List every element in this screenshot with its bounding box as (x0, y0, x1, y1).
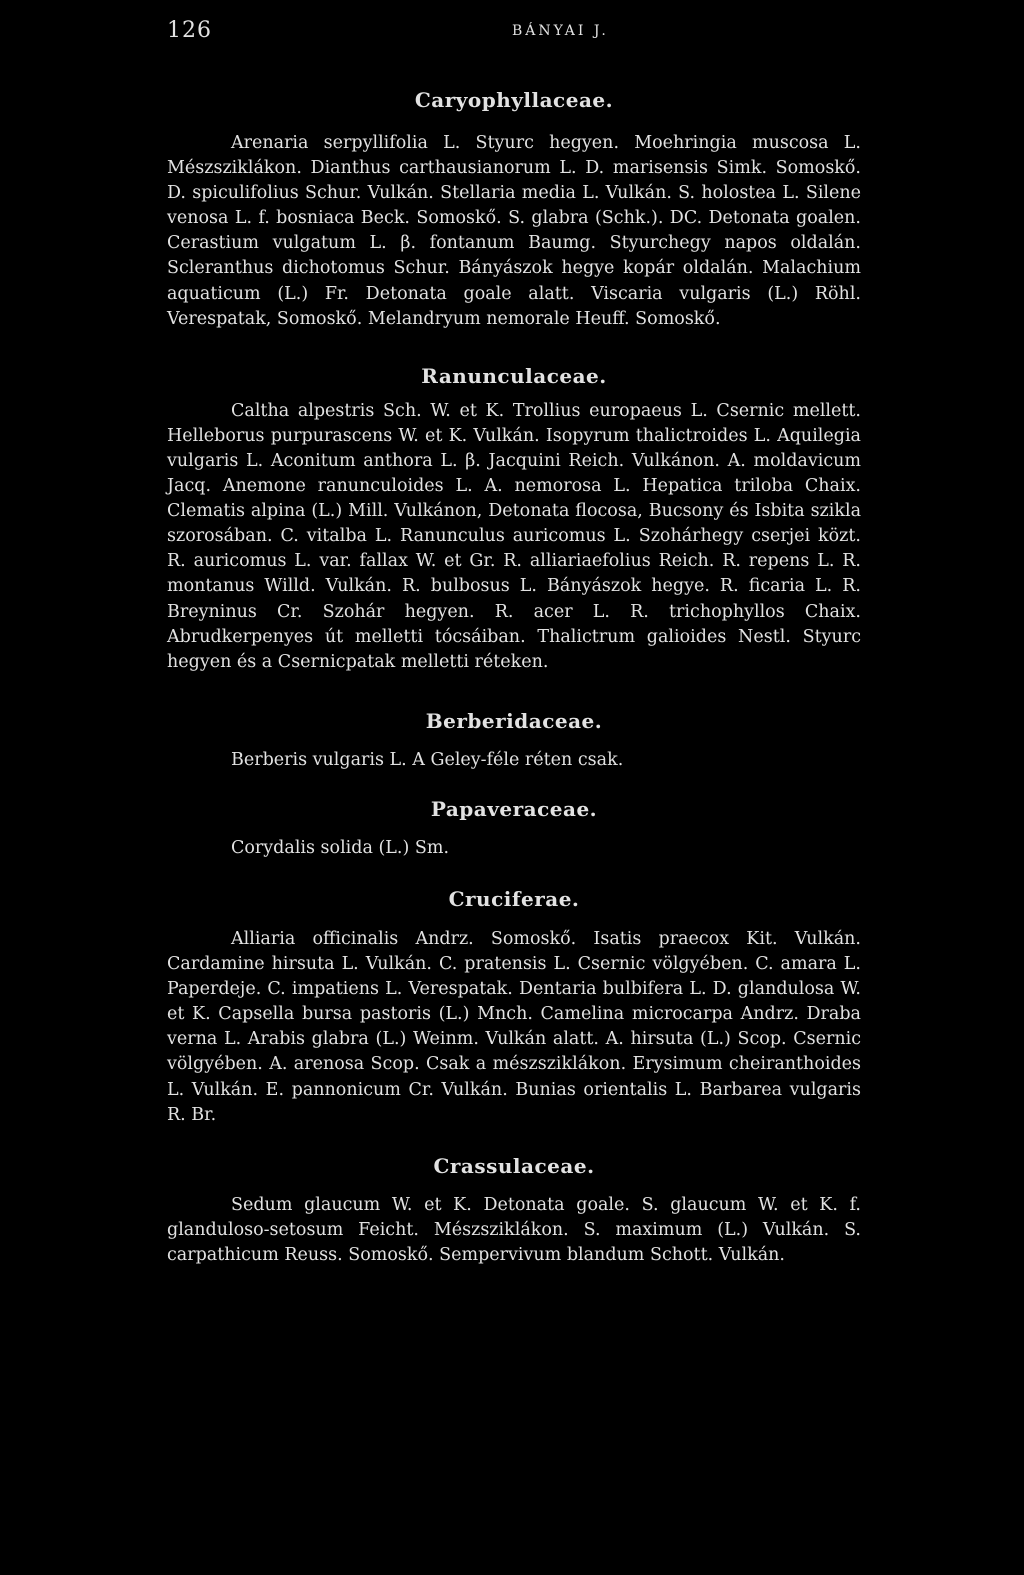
section-text-cruciferae: Alliaria officinalis Andrz. Somoskő. Isatis praecox Kit. Vulkán. Cardamine hirsuta L. Vulkán. C. pratensis L. Csernic völgyében. C. amara L. Paperdeje. C. impatiens L. Verespatak. Dentaria bulbifera L. D. glandulosa W. et K. Capsella bursa pastoris (L.) Mnch. Camelina microcarpa Andrz. Draba verna L. Arabis glabra (L.) Weinm. Vulkán alatt. A. hirsuta (L.) Scop. Csernic völgyében. A. arenosa Scop. Csak a mészsziklákon. Erysimum cheiranthoides L. Vulkán. E. pannonicum Cr. Vulkán. Bunias orientalis L. Barbarea vulgaris R. Br. (167, 928, 861, 1125)
section-text-ranunculaceae: Caltha alpestris Sch. W. et K. Trollius europaeus L. Csernic mellett. Helleborus purpurascens W. et K. Vulkán. Isopyrum thalictroides L. Aquilegia vulgaris L. Aconitum anthora L. β. Jacquini Reich. Vulkánon. A. moldavicum Jacq. Anemone ranunculoides L. A. nemorosa L. Hepatica triloba Chaix. Clematis alpina (L.) Mill. Vulkánon, Detonata flocosa, Bucsony és Isbita szikla szorosában. C. vitalba L. Ranunculus auricomus L. Szohárhegy cserjei közt. R. auricomus L. var. fallax W. et Gr. R. alliariaefolius Reich. R. repens L. R. montanus Willd. Vulkán. R. bulbosus L. Bányászok hegye. R. ficaria L. R. Breyninus Cr. Szohár hegyen. R. acer L. R. trichophyllos Chaix. Abrudkerpenyes út melletti tócsáiban. Thalictrum galioides Nestl. Styurc hegyen és a Csernicpatak melletti réteken. (167, 400, 861, 672)
section-title-papaveraceae: Papaveraceae. (430, 796, 598, 821)
page-header (167, 18, 861, 46)
section-text-berberidaceae: Berberis vulgaris L. A Geley-féle réten csak. (231, 749, 624, 770)
section-title-caryophyllaceae: Caryophyllaceae. (414, 88, 614, 112)
page-number: 126 (167, 18, 212, 43)
section-title-berberidaceae: Berberidaceae. (425, 708, 603, 733)
section-text-crassulaceae: Sedum glaucum W. et K. Detonata goale. S. glaucum W. et K. f. glanduloso-setosum Feicht. Mészsziklákon. S. maximum (L.) Vulkán. S. carpathicum Reuss. Somoskő. Sempervivum blandum Schott. Vulkán. (167, 1194, 861, 1265)
section-title-ranunculaceae: Ranunculaceae. (421, 363, 607, 388)
page-body (167, 86, 861, 1268)
section-title-cruciferae: Cruciferae. (448, 886, 580, 911)
running-head: BÁNYAI J. (512, 23, 609, 39)
section-title-crassulaceae: Crassulaceae. (433, 1153, 595, 1178)
section-text-papaveraceae: Corydalis solida (L.) Sm. (231, 837, 450, 858)
section-text-caryophyllaceae: Arenaria serpyllifolia L. Styurc hegyen. Moehringia muscosa L. Mészsziklákon. Dianthus carthausianorum L. D. marisensis Simk. Somoskő. D. spiculifolius Schur. Vulkán. Stellaria media L. Vulkán. S. holostea L. Silene venosa L. f. bosniaca Beck. Somoskő. S. glabra (Schk.). DC. Detonata goalen. Cerastium vulgatum L. β. fontanum Baumg. Styurchegy napos oldalán. Scleranthus dichotomus Schur. Bányászok hegye kopár oldalán. Malachium aquaticum (L.) Fr. Detonata goale alatt. Viscaria vulgaris (L.) Röhl. Verespatak, Somoskő. Melandryum nemorale Heuff. Somoskő. (167, 133, 861, 329)
